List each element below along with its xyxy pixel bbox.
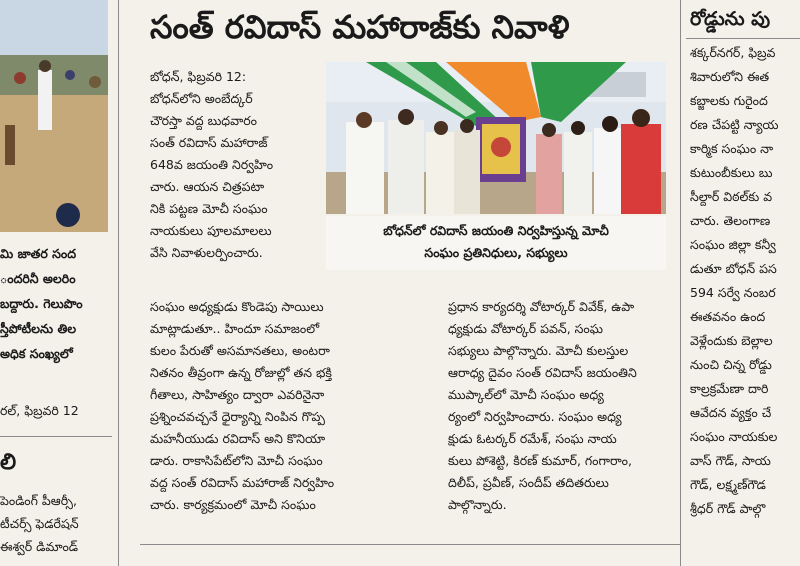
article-body-line: ర్యంలో నిర్వహించారు. సంఘం అధ్య: [448, 409, 622, 424]
article-body-line: దిలీప్, ప్రవీణ్, సందీప్ తదితరులు: [448, 475, 609, 490]
column-divider-right: [680, 0, 681, 566]
right-column-line: గౌడ్, లక్ష్మణ్‌గౌడ: [690, 477, 766, 492]
page-bottom-rule: [140, 544, 680, 545]
right-column-line: సీల్దార్ విఠల్‌కు వ: [690, 189, 773, 204]
article-body-line: ముప్కాల్‌లో మోచీ సంఘం అధ్య: [448, 387, 604, 402]
right-column-line: శక్కర్‌నగర్, ఫిబ్రవ: [690, 45, 776, 60]
article-body-line: ప్రశ్నించవచ్చనే ధైర్యాన్ని నింపిన గొప్ప: [150, 409, 325, 424]
article-body-line: పాల్గొన్నారు.: [448, 497, 507, 512]
right-column-line: కార్మిక సంఘం నా: [690, 141, 774, 156]
left-column-second-heading: లి: [0, 450, 17, 475]
right-column-line: సంఘం నాయకుల: [690, 429, 778, 444]
left-column-line: మి జాతర సంద: [0, 246, 77, 261]
right-column-line: ఈతవనం ఉంద: [690, 309, 766, 324]
article-body-line: డారు. రాకాసిపేట్‌లోని మోచీ సంఘం: [150, 453, 323, 468]
right-column-line: కబ్జాలకు గురైంద: [690, 93, 768, 108]
article-body-line: కులు పోశెట్టి, కిరణ్ కుమార్, గంగారాం,: [448, 453, 632, 468]
left-column-line: స్తీపోటీలను తిల: [0, 321, 77, 336]
article-intro-line: సంత్ రవిదాస్ మహారాజ్: [150, 135, 268, 150]
article-body-line: క్షుడు ఓటర్కర్ రమేశ్, సంఘ నాయ: [448, 431, 617, 446]
right-column-line: వాస్ గౌడ్, సాయ: [690, 453, 771, 468]
right-column-line: చారు. తెలంగాణ: [690, 213, 771, 228]
article-body-line: ప్రధాన కార్యదర్శి వోటార్కర్ వివేక్, ఉపా: [448, 299, 635, 314]
article-body-line: మహనీయుడు రవిదాస్ అని కొనియా: [150, 431, 326, 446]
article-body-line: సభ్యులు పాల్గొన్నారు. మోచీ కులస్తుల: [448, 343, 629, 358]
right-column-line: సంఘం జిల్లా కన్వీ: [690, 237, 776, 252]
left-column-line: ఈశ్వర్ డిమాండ్: [0, 539, 79, 554]
article-intro-line: బోధన్, ఫిబ్రవరి 12:: [150, 69, 247, 84]
article-headline: సంత్ రవిదాస్ మహారాజ్‌కు నివాళి: [150, 8, 570, 46]
left-column-line: ందరినీ అలరిం: [0, 271, 76, 286]
photo-caption-line: సంఘం ప్రతినిధులు, సభ్యులు: [424, 245, 568, 260]
right-column-line: శివారులోని ఈత: [690, 69, 770, 84]
article-body-line: ఆరాధ్య దైవం సంత్ రవిదాస్ జయంతిని: [448, 365, 637, 380]
right-column-line: శ్రీధర్ గౌడ్ పాల్గొ: [690, 501, 766, 516]
right-column-line: రణ చేపట్టి న్యాయ: [690, 117, 779, 132]
right-column-line: ఆవేదన వ్యక్తం చే: [690, 405, 772, 420]
right-column-line: 594 సర్వే నంబర: [690, 285, 776, 300]
left-column-line: పెండింగ్ పీఆర్సీ,: [0, 493, 77, 508]
left-column-line: అధిక సంఖ్యలో: [0, 346, 73, 361]
article-body-line: సంఘం అధ్యక్షుడు కొండెపు సాయిలు: [150, 299, 324, 314]
article-intro-line: చారు. ఆయన చిత్రపటా: [150, 179, 265, 194]
article-body-line: నితనం తీవ్రంగా ఉన్న రోజుల్లో తన భక్తి: [150, 365, 332, 380]
article-intro-line: బోధన్‌లోని అంబేద్కర్: [150, 91, 253, 106]
right-column-line: కాల్రక్రమేణా దారి: [690, 381, 769, 396]
article-body-line: చారు. కార్యక్రమంలో మోచీ సంఘం: [150, 497, 316, 512]
right-column-line: కుటుంబీకులు బు: [690, 165, 773, 180]
left-column-line: బద్దారు. గెలుపొం: [0, 296, 83, 311]
left-column-line: టీచర్స్ ఫెడరేషన్: [0, 516, 79, 531]
article-intro-line: నాయకులు పూలమాలలు: [150, 223, 272, 238]
right-column-headline: రోడ్డును పు: [690, 8, 771, 30]
photo-caption-line: బోధన్‌లో రవిదాస్ జయంతి నిర్వహిస్తున్న మోచీ: [383, 223, 609, 238]
right-column-line: డుతూ బోధన్ పస: [690, 261, 777, 276]
right-column-divider: [686, 38, 800, 39]
article-intro-line: చౌరస్తా వద్ద బుధవారం: [150, 113, 257, 128]
article-body-line: గీతాలు, సాహిత్యం ద్వారా ఎవరినైనా: [150, 387, 325, 402]
right-column-line: వెళ్లేందుకు బెల్లాల: [690, 333, 773, 348]
left-column-divider: [0, 436, 112, 437]
column-divider-left: [118, 0, 119, 566]
article-photo: [326, 62, 666, 214]
left-column-dateline: రల్, ఫిబ్రవరి 12: [0, 403, 79, 418]
article-body-line: మాట్లాడుతూ.. హిందూ సమాజంలో: [150, 321, 320, 336]
article-intro-line: వేసి నివాళులర్పించారు.: [150, 245, 263, 260]
article-intro-line: నికి పట్టణ మోచీ సంఘం: [150, 201, 268, 216]
article-body-line: ధ్యక్షుడు వోటార్కర్ పవన్, సంఘ: [448, 321, 603, 336]
left-photo: [0, 0, 108, 232]
article-body-line: వద్ద సంత్ రవిదాస్ మహారాజ్ నిర్వహిం: [150, 475, 335, 490]
photo-caption: [326, 216, 666, 270]
right-column-line: నుంచి చిన్న రోడ్డు: [690, 357, 772, 372]
article-intro-line: 648వ జయంతి నిర్వహిం: [150, 157, 274, 172]
article-body-line: కులం పేరుతో అసమానతలు, అంటరా: [150, 343, 330, 358]
